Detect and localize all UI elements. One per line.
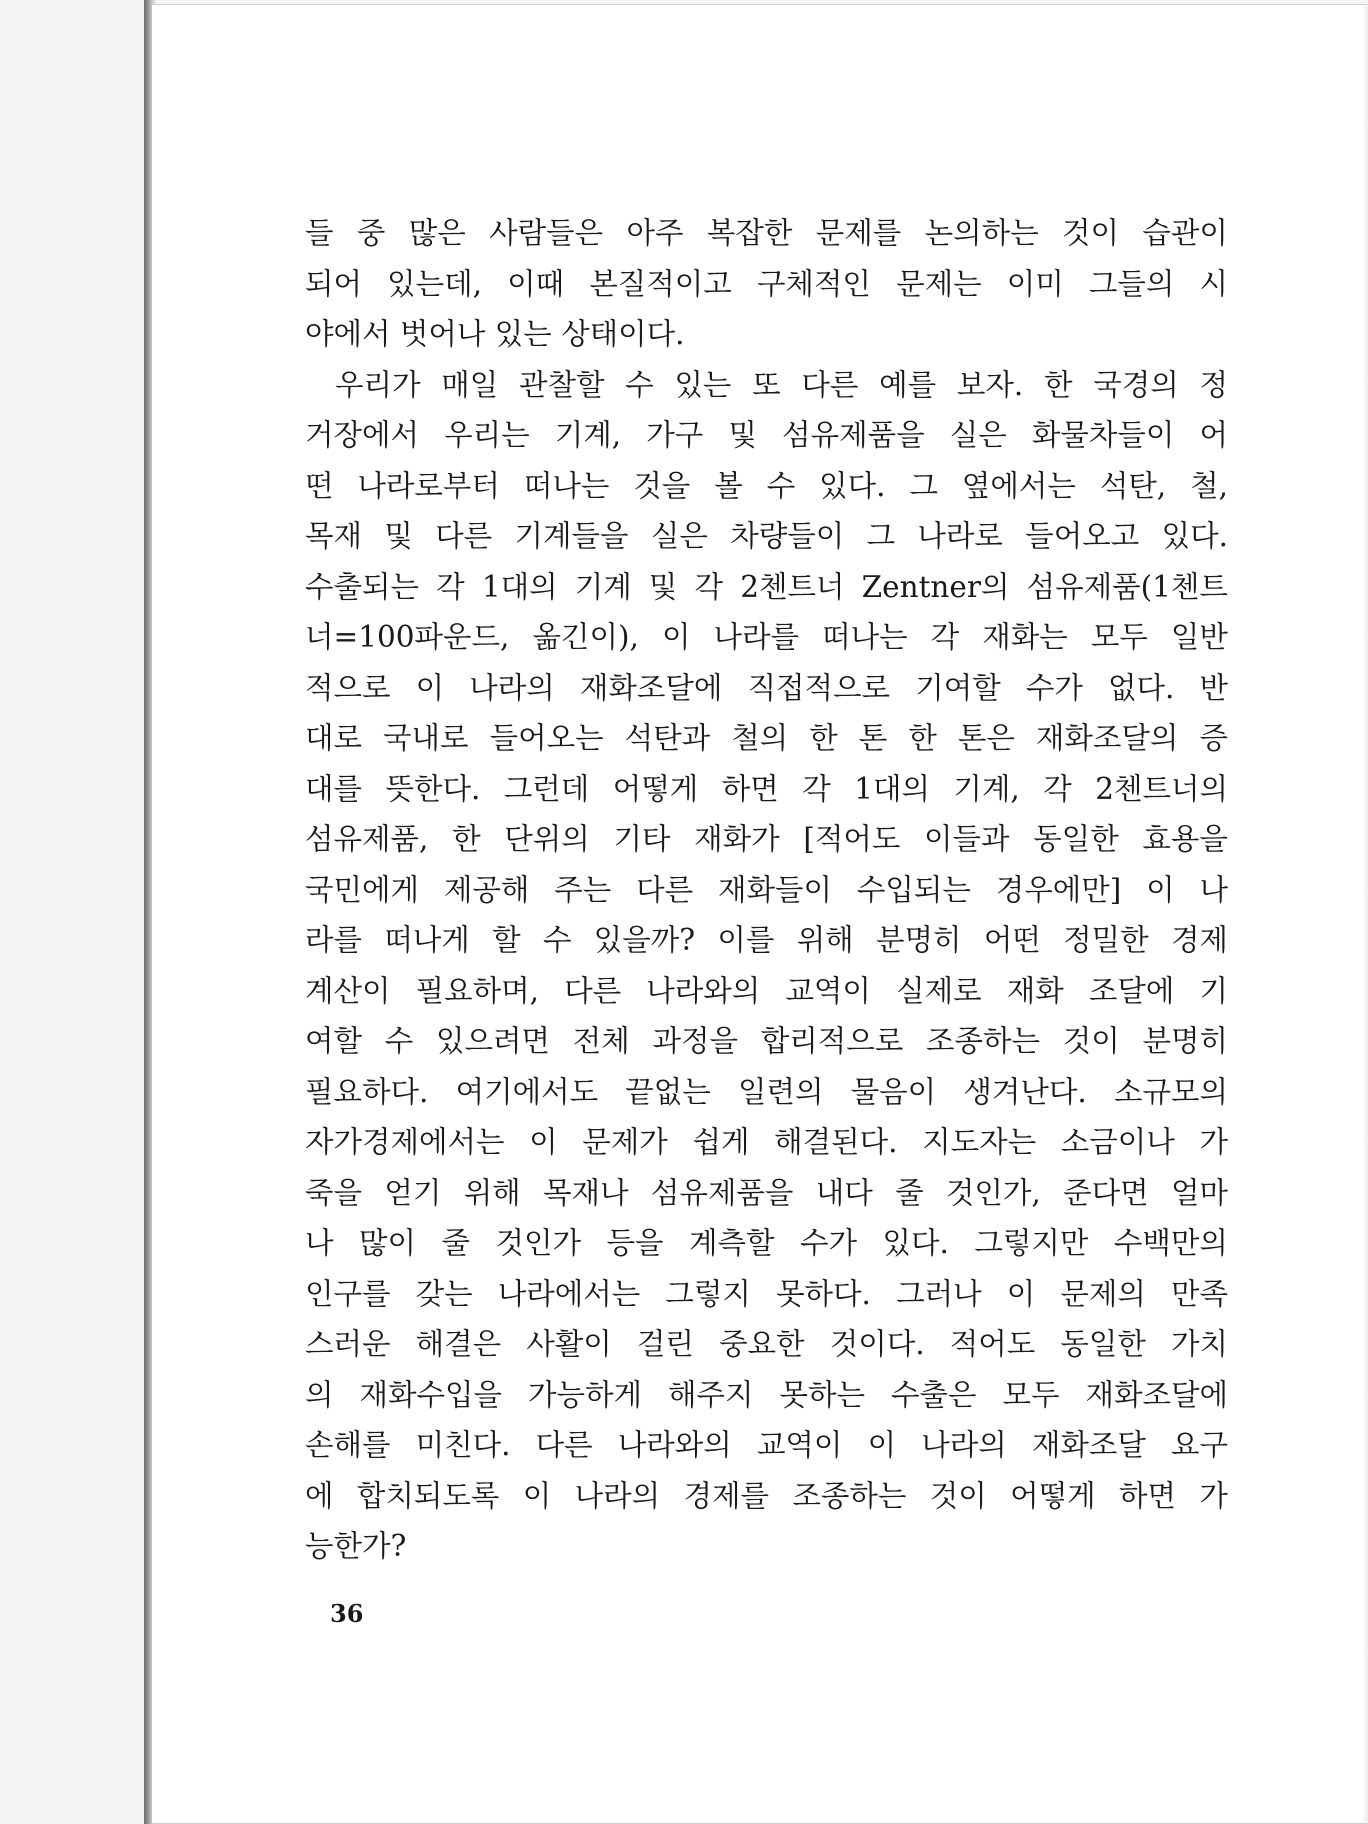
text-line: 대로 국내로 들어오는 석탄과 철의 한 톤 한 톤은 재화조달의 증 <box>305 721 1228 755</box>
book-page <box>152 4 1368 1824</box>
text-line: 손해를 미친다. 다른 나라와의 교역이 이 나라의 재화조달 요구 <box>305 1428 1228 1462</box>
text-line: 되어 있는데, 이때 본질적이고 구체적인 문제는 이미 그들의 시 <box>305 266 1228 301</box>
text-line: 스러운 해결은 사활이 걸린 중요한 것이다. 적어도 동일한 가치 <box>305 1327 1228 1361</box>
text-line: 계산이 필요하며, 다른 나라와의 교역이 실제로 재화 조달에 기 <box>305 973 1228 1008</box>
text-line: 목재 및 다른 기계들을 실은 차량들이 그 나라로 들어오고 있다. <box>305 519 1228 553</box>
text-line: 필요하다. 여기에서도 끝없는 일련의 물음이 생겨난다. 소규모의 <box>305 1074 1228 1109</box>
page-edge <box>1362 5 1368 1823</box>
text-line: 의 재화수입을 가능하게 해주지 못하는 수출은 모두 재화조달에 <box>305 1377 1228 1412</box>
text-line: 죽을 얻기 위해 목재나 섬유제품을 내다 줄 것인가, 준다면 얼마 <box>305 1175 1228 1210</box>
text-line: 능한가? <box>305 1529 407 1563</box>
text-line: 들 중 많은 사람들은 아주 복잡한 문제를 논의하는 것이 습관이 <box>305 216 1228 250</box>
page-number: 36 <box>330 1599 364 1628</box>
text-line: 국민에게 제공해 주는 다른 재화들이 수입되는 경우에만] 이 나 <box>305 872 1228 907</box>
text-line: 너=100파운드, 옮긴이), 이 나라를 떠나는 각 재화는 모두 일반 <box>305 620 1228 654</box>
text-line: 적으로 이 나라의 재화조달에 직접적으로 기여할 수가 없다. 반 <box>305 670 1228 705</box>
text-line: 라를 떠나게 할 수 있을까? 이를 위해 분명히 어떤 정밀한 경제 <box>305 923 1228 957</box>
text-line: 여할 수 있으려면 전체 과정을 합리적으로 조종하는 것이 분명히 <box>305 1024 1228 1058</box>
body-text <box>305 208 1228 1572</box>
text-line: 에 합치되도록 이 나라의 경제를 조종하는 것이 어떻게 하면 가 <box>305 1478 1228 1513</box>
text-line: 섬유제품, 한 단위의 기타 재화가 [적어도 이들과 동일한 효용을 <box>305 822 1228 856</box>
text-line: 대를 뜻한다. 그런데 어떻게 하면 각 1대의 기계, 각 2첸트너의 <box>305 771 1228 806</box>
text-line: 야에서 벗어나 있는 상태이다. <box>305 317 685 351</box>
text-line: 거장에서 우리는 기계, 가구 및 섬유제품을 실은 화물차들이 어 <box>305 418 1228 452</box>
text-line: 나 많이 줄 것인가 등을 계측할 수가 있다. 그렇지만 수백만의 <box>305 1226 1228 1260</box>
text-line: 인구를 갖는 나라에서는 그렇지 못하다. 그러나 이 문제의 만족 <box>305 1276 1228 1311</box>
text-line: 떤 나라로부터 떠나는 것을 볼 수 있다. 그 옆에서는 석탄, 철, <box>305 468 1228 503</box>
text-line: 자가경제에서는 이 문제가 쉽게 해결된다. 지도자는 소금이나 가 <box>305 1125 1228 1159</box>
text-line: 우리가 매일 관찰할 수 있는 또 다른 예를 보자. 한 국경의 정 <box>335 367 1228 402</box>
text-line: 수출되는 각 1대의 기계 및 각 2첸트너 Zentner의 섬유제품(1첸트 <box>305 569 1228 604</box>
